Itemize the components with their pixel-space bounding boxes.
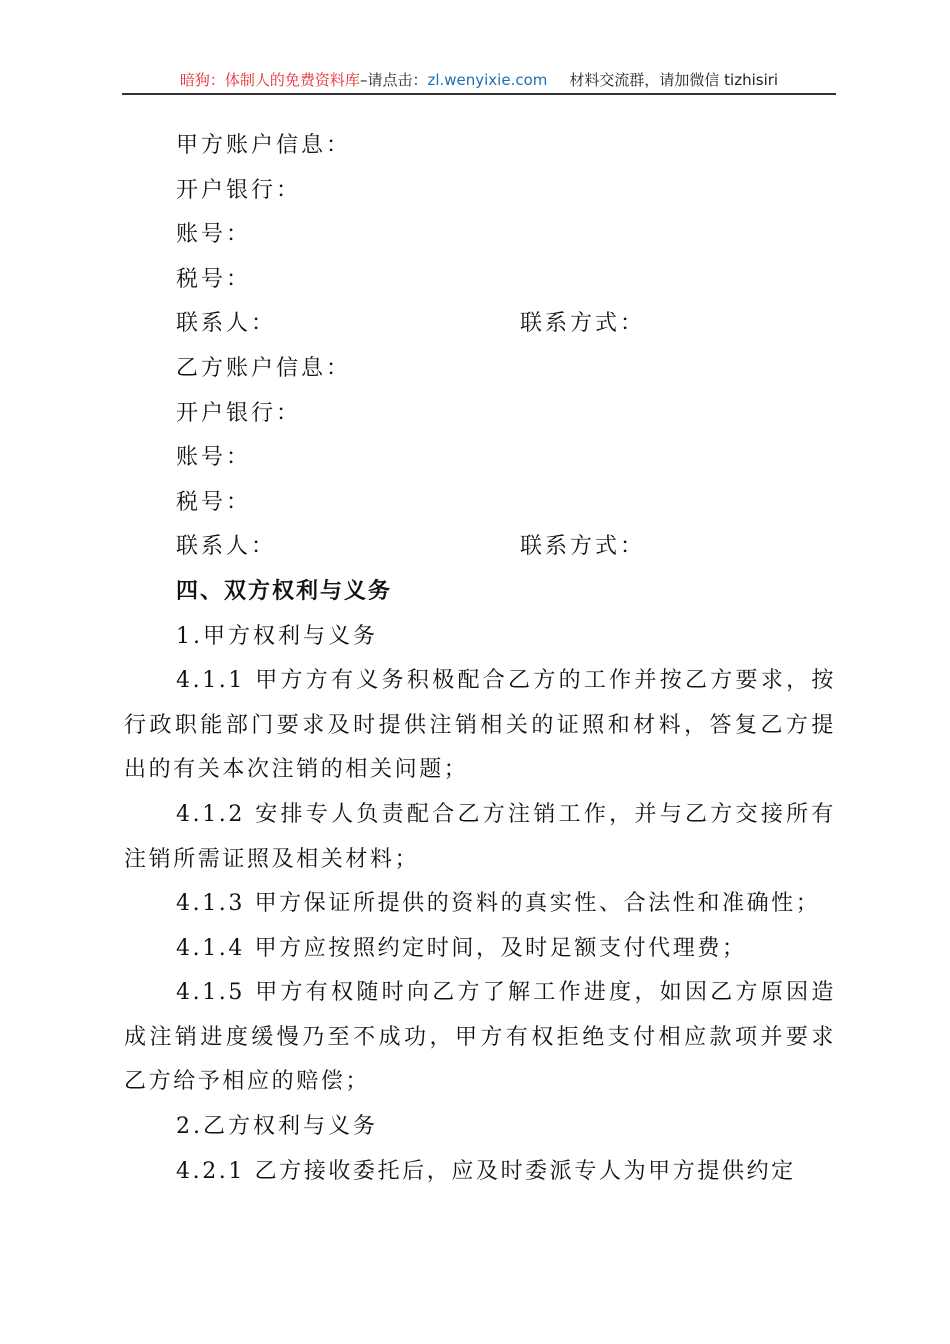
clause-4-2-1: 4.2.1 乙方接收委托后，应及时委派专人为甲方提供约定 [176,1158,796,1184]
section-heading: 四、双方权利与义务 [176,578,393,604]
party-a-account: 账号： [176,222,252,248]
party-b-contact-person: 联系人： [176,534,277,560]
party-a-title: 甲方账户信息： [176,133,352,158]
page-header [122,68,836,92]
party-b-tax-id: 税号： [176,489,252,515]
clause-4-1-4: 4.1.4 甲方应按照约定时间，及时足额支付代理费； [176,935,747,961]
subsection-1-title: 1.甲方权利与义务 [176,623,378,649]
header-brand: 暗狗：体制人的免费资料库 [179,71,360,89]
clause-4-1-2: 4.1.2 安排专人负责配合乙方注销工作，并与乙方交接所有注销所需证照及相关材料； [124,801,836,872]
party-a-tax-id: 税号： [176,266,252,292]
party-b-contact-method: 联系方式： [520,534,646,560]
clause-4-1-3: 4.1.3 甲方保证所提供的资料的真实性、合法性和准确性； [176,891,821,917]
party-a-contact-method: 联系方式： [520,311,646,337]
party-b-contact-row [124,525,836,570]
party-b-bank: 开户银行： [176,400,302,426]
clause-4-1-1: 4.1.1 甲方方有义务积极配合乙方的工作并按乙方要求，按行政职能部门要求及时提供注销相关的证照和材料，答复乙方提出的有关本次注销的相关问题； [124,668,836,783]
document-body [124,124,836,1194]
header-click-prompt: –请点击： [359,71,428,89]
party-a-contact-row [124,302,836,347]
party-b-account: 账号： [176,445,252,471]
header-contact-text: 材料交流群，请加微信 tizhisiri [569,71,779,89]
header-rule [122,93,836,95]
party-a-contact-person: 联系人： [176,311,277,337]
clause-4-1-5: 4.1.5 甲方有权随时向乙方了解工作进度，如因乙方原因造成注销进度缓慢乃至不成功，甲方有权拒绝支付相应款项并要求乙方给予相应的赔偿； [124,980,836,1095]
header-link[interactable]: zl.wenyixie.com [427,71,548,89]
subsection-2-title: 2.乙方权利与义务 [176,1114,378,1140]
party-b-title: 乙方账户信息： [176,355,352,381]
party-a-bank: 开户银行： [176,177,302,203]
